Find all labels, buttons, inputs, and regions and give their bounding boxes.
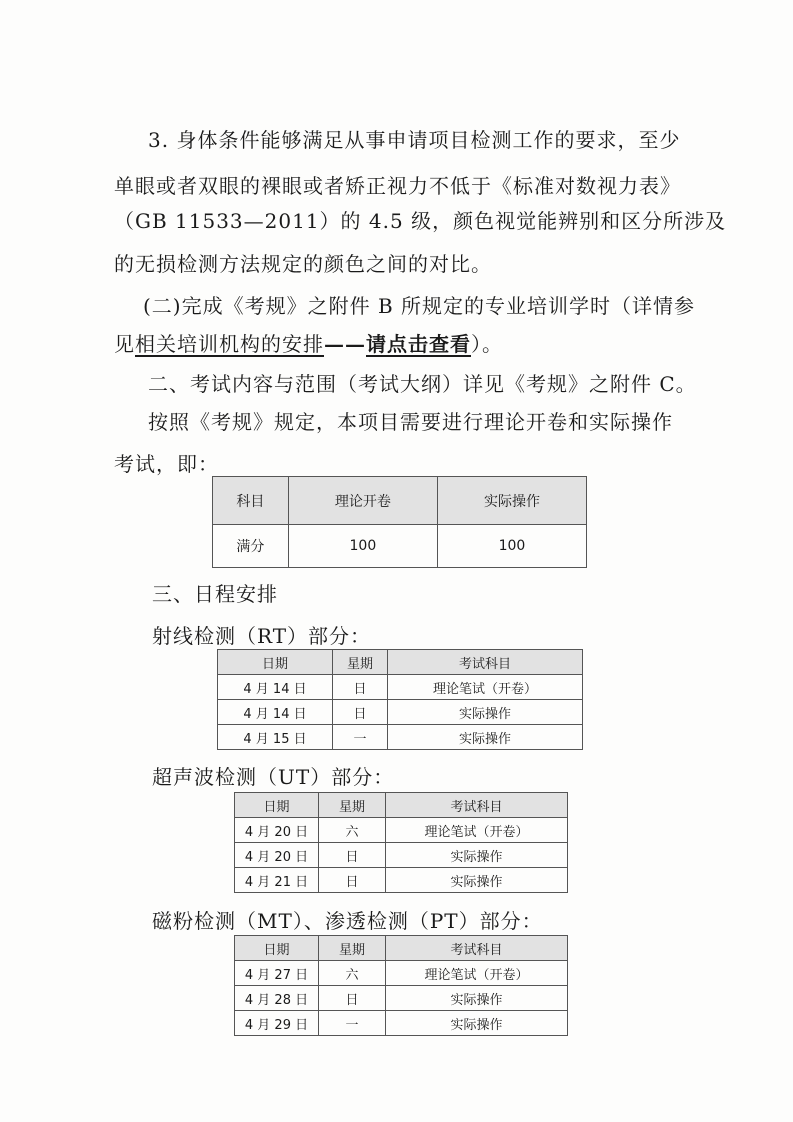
training-arrangement-link[interactable]: 相关培训机构的安排: [135, 332, 324, 356]
score-header-subject: 科目: [213, 477, 289, 525]
cell-date: 4 月 14 日: [218, 700, 333, 725]
ut-schedule-table: [234, 792, 568, 893]
table-row: [235, 986, 568, 1011]
table-row: [218, 650, 583, 675]
rt-schedule-title: 射线检测（RT）部分：: [152, 624, 372, 648]
cell-date: 4 月 29 日: [235, 1011, 319, 1036]
cell-subject: 理论笔试（开卷）: [388, 675, 583, 700]
training-line2-suffix: ）。: [471, 332, 503, 356]
header-subject: 考试科目: [388, 650, 583, 675]
cell-date: 4 月 28 日: [235, 986, 319, 1011]
training-line2: [114, 330, 503, 358]
rt-schedule-table: [217, 649, 583, 750]
header-weekday: 星期: [319, 793, 386, 818]
cell-weekday: 六: [319, 818, 386, 843]
score-table: [212, 476, 587, 568]
score-theory-value: 100: [288, 525, 437, 568]
header-date: 日期: [235, 793, 319, 818]
cell-weekday: 日: [333, 675, 388, 700]
cell-subject: 实际操作: [388, 725, 583, 750]
table-row: [235, 818, 568, 843]
section2-heading: 二、考试内容与范围（考试大纲）详见《考规》之附件 C。: [148, 372, 697, 396]
table-row: [218, 700, 583, 725]
table-row: [235, 868, 568, 893]
header-weekday: 星期: [333, 650, 388, 675]
table-row: [235, 1011, 568, 1036]
table-row: [235, 936, 568, 961]
mt-pt-schedule-title: 磁粉检测（MT）、渗透检测（PT）部分：: [152, 909, 543, 933]
paragraph3-line1: 3. 身体条件能够满足从事申请项目检测工作的要求，至少: [148, 128, 681, 152]
score-practical-value: 100: [437, 525, 586, 568]
view-details-link[interactable]: 请点击查看: [366, 332, 471, 356]
cell-weekday: 日: [319, 843, 386, 868]
cell-weekday: 日: [319, 868, 386, 893]
header-subject: 考试科目: [386, 793, 568, 818]
cell-date: 4 月 27 日: [235, 961, 319, 986]
table-row: [235, 843, 568, 868]
section3-heading: 三、日程安排: [152, 582, 278, 606]
ut-schedule-title: 超声波检测（UT）部分：: [152, 765, 395, 789]
mt-pt-schedule-table: [234, 935, 568, 1036]
cell-subject: 理论笔试（开卷）: [386, 961, 568, 986]
cell-subject: 实际操作: [386, 843, 568, 868]
cell-subject: 实际操作: [386, 868, 568, 893]
score-row-label: 满分: [213, 525, 289, 568]
cell-date: 4 月 20 日: [235, 843, 319, 868]
paragraph3-line4: 的无损检测方法规定的颜色之间的对比。: [114, 252, 492, 276]
cell-date: 4 月 20 日: [235, 818, 319, 843]
cell-weekday: 日: [319, 986, 386, 1011]
training-line1: (二)完成《考规》之附件 B 所规定的专业培训学时（详情参: [143, 294, 696, 318]
header-weekday: 星期: [319, 936, 386, 961]
table-row: [235, 961, 568, 986]
cell-date: 4 月 14 日: [218, 675, 333, 700]
table-row: [235, 793, 568, 818]
cell-weekday: 一: [333, 725, 388, 750]
table-row: [218, 725, 583, 750]
table-row: [218, 675, 583, 700]
paragraph3-line2: 单眼或者双眼的裸眼或者矫正视力不低于《标准对数视力表》: [114, 174, 681, 198]
section2-intro-line2: 考试，即：: [114, 452, 219, 476]
paragraph3-line3: （GB 11533—2011）的 4.5 级，颜色视觉能辨别和区分所涉及: [114, 209, 727, 233]
cell-date: 4 月 21 日: [235, 868, 319, 893]
cell-subject: 实际操作: [386, 1011, 568, 1036]
cell-weekday: 一: [319, 1011, 386, 1036]
score-header-theory: 理论开卷: [288, 477, 437, 525]
cell-weekday: 六: [319, 961, 386, 986]
header-date: 日期: [218, 650, 333, 675]
cell-subject: 理论笔试（开卷）: [386, 818, 568, 843]
header-date: 日期: [235, 936, 319, 961]
cell-weekday: 日: [333, 700, 388, 725]
training-line2-prefix: 见: [114, 332, 135, 356]
score-header-practical: 实际操作: [437, 477, 586, 525]
cell-date: 4 月 15 日: [218, 725, 333, 750]
cell-subject: 实际操作: [386, 986, 568, 1011]
section2-intro-line1: 按照《考规》规定，本项目需要进行理论开卷和实际操作: [148, 410, 673, 434]
header-subject: 考试科目: [386, 936, 568, 961]
cell-subject: 实际操作: [388, 700, 583, 725]
training-dash: ——: [324, 332, 366, 356]
